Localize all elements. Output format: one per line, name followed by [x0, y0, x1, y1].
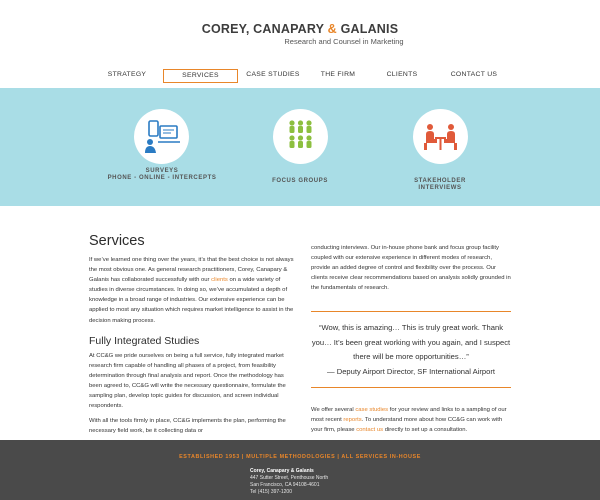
footer-address-line1: 447 Sutter Street, Penthouse North [250, 475, 329, 481]
testimonial-quote [311, 311, 511, 388]
page-title: Services [89, 233, 145, 249]
case-studies-link[interactable]: case studies [355, 407, 389, 413]
footer-phone: Tel (415) 397-1200 [250, 489, 292, 495]
brand-ampersand: & [327, 22, 337, 36]
closing-text-a: We offer several [311, 407, 354, 413]
footer-firm-name: Corey, Canapary & Galanis [250, 468, 314, 474]
contact-us-link[interactable]: contact us [356, 427, 384, 434]
nav-item-clients[interactable]: CLIENTS [386, 71, 418, 78]
footer-tagline: ESTABLISHED 1953 | MULTIPLE METHODOLOGIES | ALL SERVICES IN-HOUSE [179, 454, 421, 460]
content-left-column [89, 231, 294, 436]
closing-text-d: directly to set up a consultation. [384, 427, 468, 434]
closing-text-b: for your review and links to a sampling of our most recent [311, 407, 507, 424]
intro-paragraph [89, 255, 294, 326]
clients-link[interactable]: clients [211, 277, 228, 284]
nav-item-services[interactable]: SERVICES [163, 69, 238, 83]
closing-paragraph [311, 405, 511, 435]
closing-text-c: . To understand more about how CC&G can work with your firm, please [311, 417, 503, 434]
section-subtitle: Fully Integrated Studies [89, 334, 200, 347]
brand-logo[interactable] [0, 22, 600, 46]
right-paragraph: conducting interviews. Our in-house phone bank and focus group facility coupled with our extensive experience in different modes of research, provide an added degree of control and flexibility over the process. Our clients receive clear recommendations based on analysis solidly grounded in the fundamentals of research. [311, 245, 511, 292]
quote-text: “Wow, this is amazing… This is truly great work. Thank you… It’s been great working with you again, and I suspect there will be more opportunities…” [311, 323, 511, 362]
focus-groups-label: FOCUS GROUPS [272, 178, 328, 184]
service-stakeholder-interviews[interactable] [370, 88, 510, 206]
surveys-icon [134, 109, 189, 164]
surveys-label-line1: SURVEYS [145, 168, 179, 174]
brand-name-part2: GALANIS [340, 22, 399, 36]
quote-attribution: — Deputy Airport Director, SF International Airport [327, 366, 495, 376]
service-focus-groups[interactable] [230, 88, 370, 206]
focus-groups-icon [273, 109, 328, 164]
surveys-label-line2: PHONE - ONLINE - INTERCEPTS [107, 174, 217, 181]
site-header [0, 0, 600, 88]
nav-item-contact-us[interactable]: CONTACT US [450, 71, 498, 78]
nav-item-strategy[interactable]: STRATEGY [107, 71, 147, 78]
main-nav [0, 69, 600, 83]
nav-item-case-studies[interactable]: CASE STUDIES [246, 71, 300, 78]
site-footer [0, 440, 600, 500]
intro-text-b: on a wide variety of studies in diverse circumstances. In doing so, we’ve accumulated a depth of knowledge in a broad range of industries. Our extensive experience can be applied to most any situation which requires market intelligence to assist in the decision making process. [89, 277, 294, 324]
integrated-paragraph: At CC&G we pride ourselves on being a full service, fully integrated market research firm capable of handling all phases of a project, from feasibility determination through final analysis and report. Once the methodology has been agreed to, CC&G will write the necessary questionnaire, formulate the sampling plan, develop topic guides for discussion, and screen individual respondents. [89, 352, 286, 410]
content-right-column [311, 231, 511, 293]
stakeholder-interviews-icon [413, 109, 468, 164]
reports-link[interactable]: reports [343, 417, 362, 424]
surveys-label [92, 168, 232, 182]
footer-address [250, 468, 328, 496]
tools-paragraph: With all the tools firmly in place, CC&G implements the plan, performing the necessary field work, be it collecting data or [89, 418, 286, 435]
intro-text-a: If we’ve learned one thing over the years, it’s that the best choice is not always the most obvious one. As general research practitioners, Corey, Canapary & Galanis has collaborated successfully with our [89, 257, 294, 284]
closing-block [311, 405, 511, 435]
stakeholder-label-line1: STAKEHOLDER [414, 178, 466, 184]
footer-address-line2: San Francisco, CA 94108-4601 [250, 482, 320, 488]
stakeholder-interviews-label [370, 178, 510, 192]
service-surveys[interactable] [92, 88, 232, 206]
brand-name-part1: COREY, CANAPARY [201, 22, 324, 36]
stakeholder-label-line2: INTERVIEWS [418, 184, 462, 191]
brand-tagline: Research and Counsel in Marketing [284, 37, 404, 46]
nav-item-the-firm[interactable]: THE FIRM [320, 71, 356, 78]
services-band [0, 88, 600, 206]
brand-name [0, 22, 600, 36]
